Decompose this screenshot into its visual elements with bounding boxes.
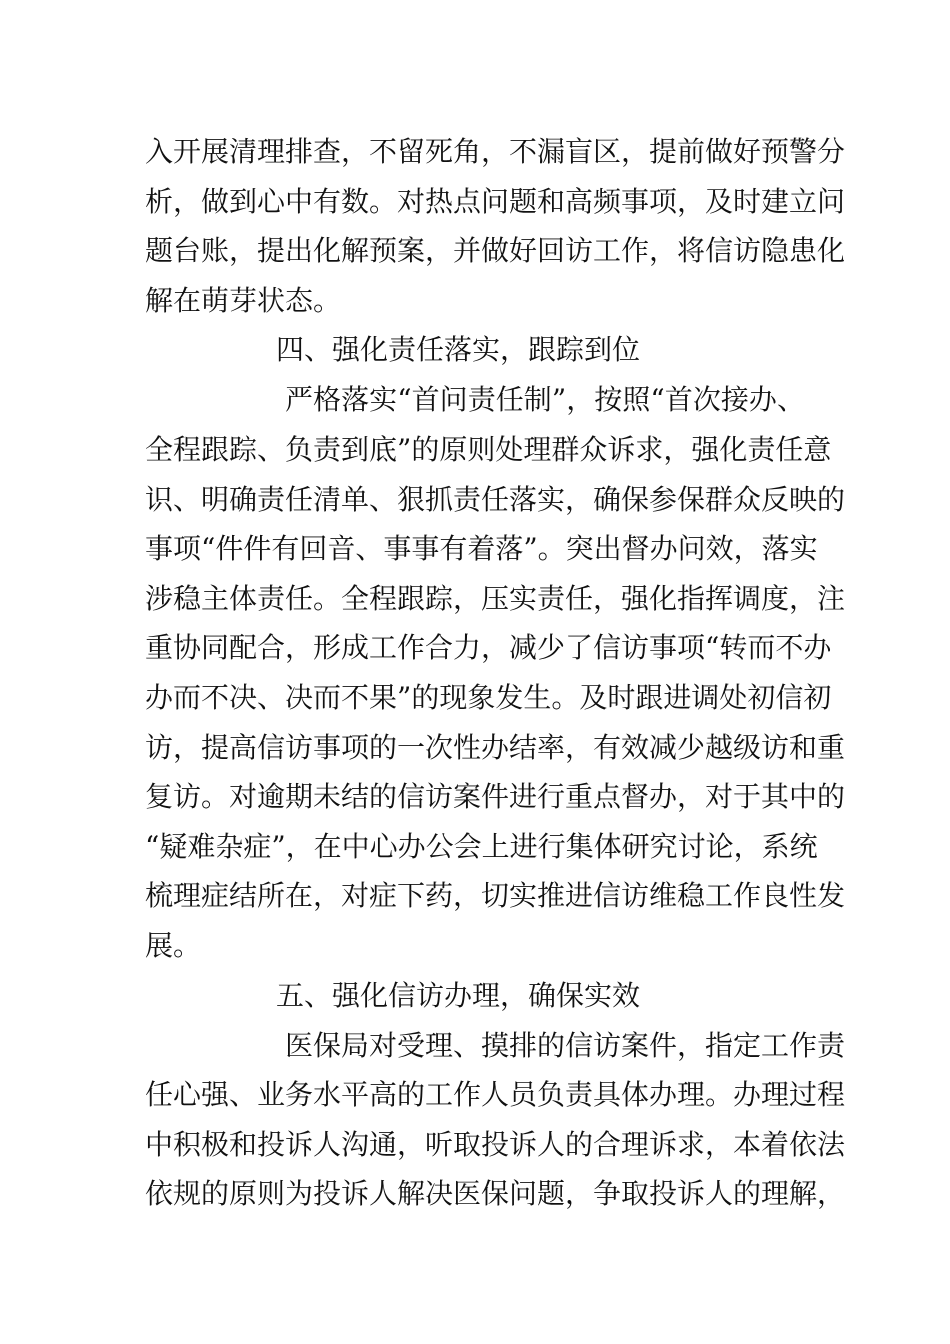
paragraph-line: “疑难杂症”，在中心办公会上进行集体研究讨论，系统 bbox=[145, 830, 818, 863]
paragraph-line: 析，做到心中有数。对热点问题和高频事项，及时建立问 bbox=[145, 185, 846, 218]
paragraph-line: 重协同配合，形成工作合力，减少了信访事项“转而不办 bbox=[145, 631, 832, 664]
paragraph-line: 严格落实“首问责任制”，按照“首次接办、 bbox=[285, 383, 805, 416]
paragraph-line: 题台账，提出化解预案，并做好回访工作，将信访隐患化 bbox=[145, 234, 846, 267]
paragraph-line: 梳理症结所在，对症下药，切实推进信访维稳工作良性发 bbox=[145, 879, 846, 912]
section-heading: 四、强化责任落实，跟踪到位 bbox=[276, 333, 641, 366]
paragraph-line: 复访。对逾期未结的信访案件进行重点督办，对于其中的 bbox=[145, 780, 846, 813]
section-heading: 五、强化信访办理，确保实效 bbox=[276, 979, 641, 1012]
paragraph-line: 涉稳主体责任。全程跟踪，压实责任，强化指挥调度，注 bbox=[145, 582, 846, 615]
paragraph-line: 依规的原则为投诉人解决医保问题，争取投诉人的理解， bbox=[145, 1177, 846, 1210]
paragraph-line: 办而不决、决而不果”的现象发生。及时跟进调处初信初 bbox=[145, 681, 832, 714]
paragraph-line: 解在萌芽状态。 bbox=[145, 284, 342, 317]
paragraph-line: 医保局对受理、摸排的信访案件，指定工作责 bbox=[285, 1029, 846, 1062]
paragraph-line: 任心强、业务水平高的工作人员负责具体办理。办理过程 bbox=[145, 1078, 846, 1111]
paragraph-line: 识、明确责任清单、狠抓责任落实，确保参保群众反映的 bbox=[145, 483, 846, 516]
paragraph-line: 事项“件件有回音、事事有着落”。突出督办问效，落实 bbox=[145, 532, 818, 565]
paragraph-line: 入开展清理排查，不留死角，不漏盲区，提前做好预警分 bbox=[145, 135, 846, 168]
paragraph-line: 全程跟踪、负责到底”的原则处理群众诉求，强化责任意 bbox=[145, 433, 832, 466]
paragraph-line: 访，提高信访事项的一次性办结率，有效减少越级访和重 bbox=[145, 731, 846, 764]
paragraph-line: 展。 bbox=[145, 929, 202, 962]
paragraph-line: 中积极和投诉人沟通，听取投诉人的合理诉求，本着依法 bbox=[145, 1128, 846, 1161]
